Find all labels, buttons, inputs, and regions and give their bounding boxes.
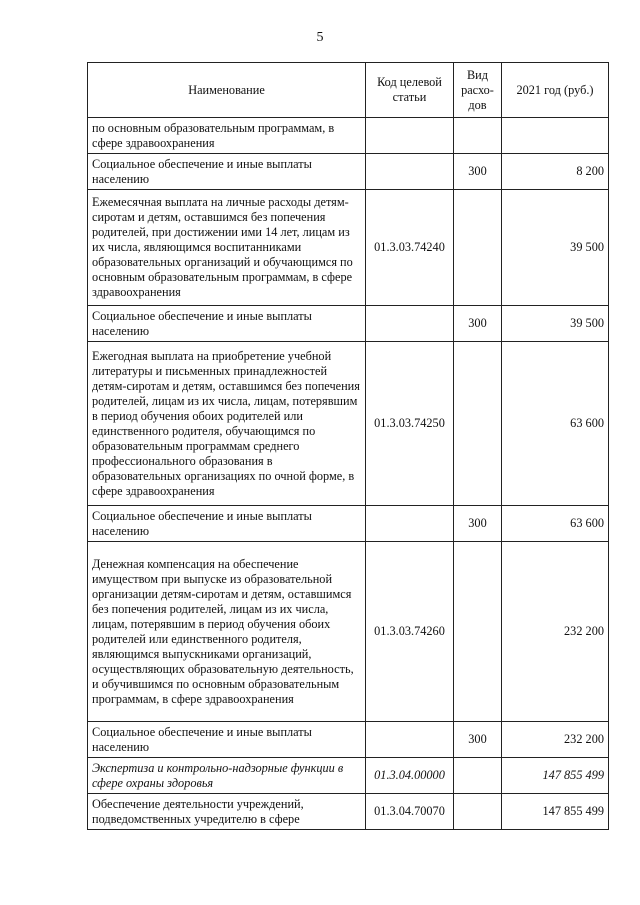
header-code: Код целевой статьи xyxy=(366,63,454,118)
row-name: Ежегодная выплата на приобретение учебной литературы и письменных принадлежностей детям-сиротам и детям, оставшимся без попечения родителей, лицам из их числа, лицам, потерявшим в период обучения обоих родителей или единственного родителя, обучающимся по образовательным программам среднего профессионального образования в образовательных организациях по очной форме, в сфере здравоохранения xyxy=(88,342,366,506)
row-amount: 39 500 xyxy=(502,190,609,306)
row-expense-type: 300 xyxy=(454,722,502,758)
budget-table xyxy=(87,62,609,830)
row-amount: 232 200 xyxy=(502,542,609,722)
header-amount: 2021 год (руб.) xyxy=(502,63,609,118)
row-amount: 147 855 499 xyxy=(502,758,609,794)
header-name: Наименование xyxy=(88,63,366,118)
table-row xyxy=(88,758,609,794)
table-row xyxy=(88,342,609,506)
row-name: Обеспечение деятельности учреждений, подведомственных учредителю в сфере xyxy=(88,794,366,830)
row-name: Ежемесячная выплата на личные расходы детям-сиротам и детям, оставшимся без попечения родителей, при достижении ими 14 лет, лицам из их числа, являющимся воспитанниками образовательных организаций и обучающимся по основным образовательным программам, в сфере здравоохранения xyxy=(88,190,366,306)
table-row xyxy=(88,506,609,542)
row-expense-type: 300 xyxy=(454,306,502,342)
row-amount xyxy=(502,118,609,154)
table-row xyxy=(88,794,609,830)
row-amount: 232 200 xyxy=(502,722,609,758)
table-row xyxy=(88,306,609,342)
row-code xyxy=(366,306,454,342)
row-code xyxy=(366,118,454,154)
row-code xyxy=(366,722,454,758)
page-number: 5 xyxy=(316,30,324,45)
table-row xyxy=(88,154,609,190)
row-amount: 63 600 xyxy=(502,342,609,506)
row-code: 01.3.04.70070 xyxy=(366,794,454,830)
row-amount: 8 200 xyxy=(502,154,609,190)
table-row xyxy=(88,722,609,758)
row-name: Социальное обеспечение и иные выплаты населению xyxy=(88,154,366,190)
row-code xyxy=(366,506,454,542)
row-code: 01.3.03.74250 xyxy=(366,342,454,506)
row-expense-type xyxy=(454,342,502,506)
row-expense-type: 300 xyxy=(454,506,502,542)
row-amount: 63 600 xyxy=(502,506,609,542)
row-name: Социальное обеспечение и иные выплаты населению xyxy=(88,506,366,542)
row-expense-type xyxy=(454,758,502,794)
row-code: 01.3.04.00000 xyxy=(366,758,454,794)
row-code xyxy=(366,154,454,190)
row-name: Социальное обеспечение и иные выплаты населению xyxy=(88,306,366,342)
row-amount: 39 500 xyxy=(502,306,609,342)
row-name: Социальное обеспечение и иные выплаты населению xyxy=(88,722,366,758)
table-row xyxy=(88,190,609,306)
table-row xyxy=(88,118,609,154)
row-expense-type xyxy=(454,542,502,722)
row-expense-type: 300 xyxy=(454,154,502,190)
header-expense-type: Вид расхо-дов xyxy=(454,63,502,118)
row-name: Денежная компенсация на обеспечение имуществом при выпуске из образовательной организации детям-сиротам и детям, оставшимся без попечения родителей, лицам из их числа, лицам, потерявшим в период обучения обоих родителей или единственного родителя, являющимся выпускниками организаций, осуществляющих образовательную деятельность, и обучившимся по основным образовательным программам, в сфере здравоохранения xyxy=(88,542,366,722)
row-expense-type xyxy=(454,118,502,154)
row-code: 01.3.03.74240 xyxy=(366,190,454,306)
row-expense-type xyxy=(454,794,502,830)
row-name: Экспертиза и контрольно-надзорные функции в сфере охраны здоровья xyxy=(88,758,366,794)
table-body xyxy=(88,118,609,830)
row-expense-type xyxy=(454,190,502,306)
table-row xyxy=(88,542,609,722)
table-header-row xyxy=(88,63,609,118)
row-code: 01.3.03.74260 xyxy=(366,542,454,722)
row-amount: 147 855 499 xyxy=(502,794,609,830)
row-name: по основным образовательным программам, в сфере здравоохранения xyxy=(88,118,366,154)
